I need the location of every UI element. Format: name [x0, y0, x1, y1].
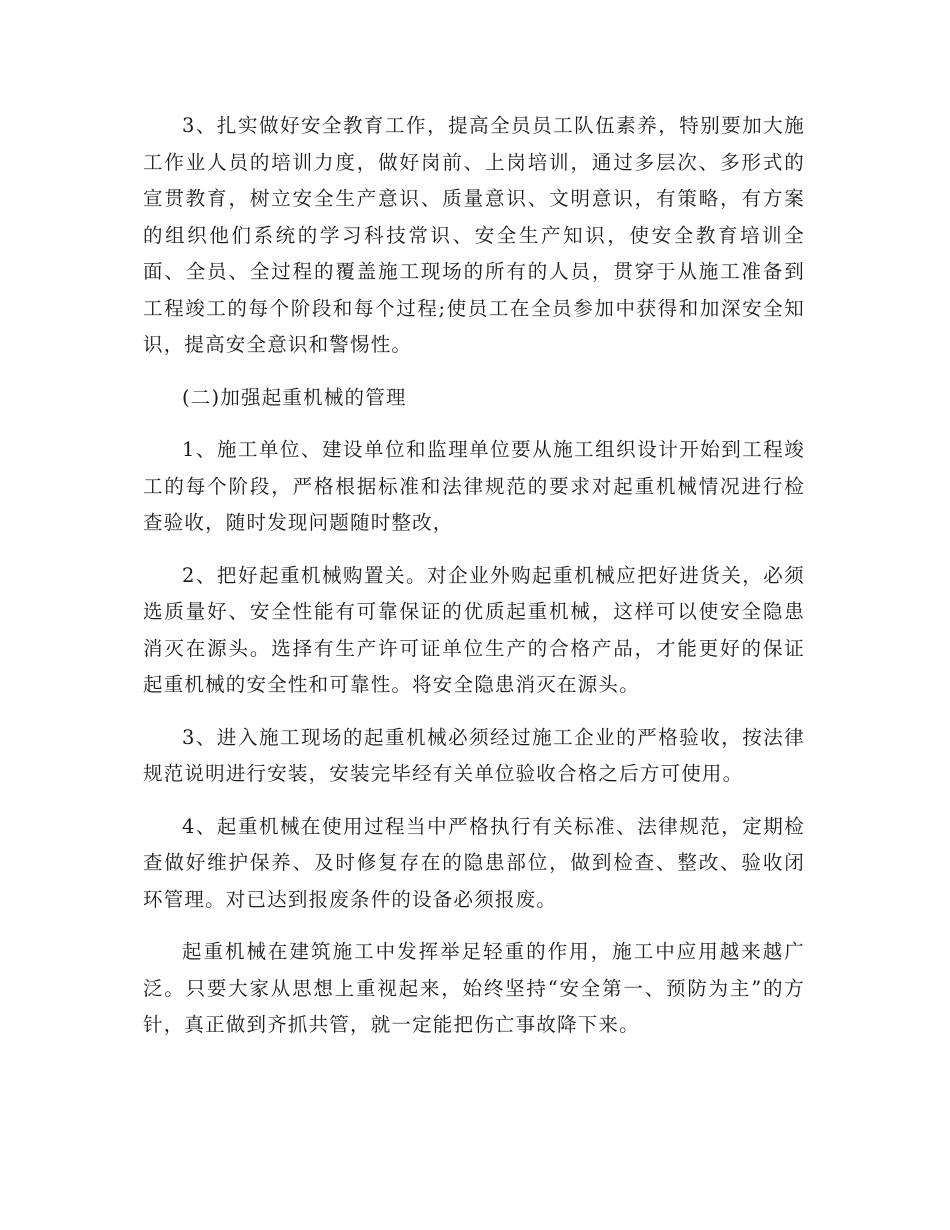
paragraph-gap	[143, 793, 805, 809]
paragraph-conclusion: 起重机械在建筑施工中发挥举足轻重的作用，施工中应用越来越广泛。只要大家从思想上重视起来，始终坚持“安全第一、预防为主”的方针，真正做到齐抓共管，就一定能把伤亡事故降下来。	[143, 940, 805, 1036]
paragraph-safety-education: 3、扎实做好安全教育工作，提高全员员工队伍素养，特别要加大施工作业人员的培训力度，做好岗前、上岗培训，通过多层次、多形式的宣贯教育，树立安全生产意识、质量意识、文明意识，有策略，有方案的组织他们系统的学习科技常识、安全生产知识，使安全教育培训全面、全员、全过程的覆盖施工现场的所有的人员，贯穿于从施工准备到工程竣工的每个阶段和每个过程;使员工在全员参加中获得和加深安全知识，提高安全意识和警惕性。	[143, 114, 805, 356]
paragraph-gap	[143, 364, 805, 380]
document-body	[143, 108, 805, 1044]
paragraph-gap	[143, 918, 805, 934]
paragraph-site-acceptance: 3、进入施工现场的起重机械必须经过施工企业的严格验收，按法律规范说明进行安装，安装完毕经有关单位验收合格之后方可使用。	[143, 725, 805, 785]
section-heading-crane-management: (二)加强起重机械的管理	[182, 385, 407, 409]
paragraph-gap	[143, 416, 805, 432]
paragraph-inspection: 1、施工单位、建设单位和监理单位要从施工组织设计开始到工程竣工的每个阶段，严格根据标准和法律规范的要求对起重机械情况进行检查验收，随时发现问题随时整改，	[143, 438, 805, 534]
paragraph-purchase: 2、把好起重机械购置关。对企业外购起重机械应把好进货关，必须选质量好、安全性能有可靠保证的优质起重机械，这样可以使安全隐患消灭在源头。选择有生产许可证单位生产的合格产品，才能更好的保证起重机械的安全性和可靠性。将安全隐患消灭在源头。	[143, 563, 805, 696]
paragraph-maintenance: 4、起重机械在使用过程当中严格执行有关标准、法律规范，定期检查做好维护保养、及时修复存在的隐患部位，做到检查、整改、验收闭环管理。对已达到报废条件的设备必须报废。	[143, 814, 805, 911]
paragraph-gap	[143, 704, 805, 720]
paragraph-gap	[143, 542, 805, 558]
